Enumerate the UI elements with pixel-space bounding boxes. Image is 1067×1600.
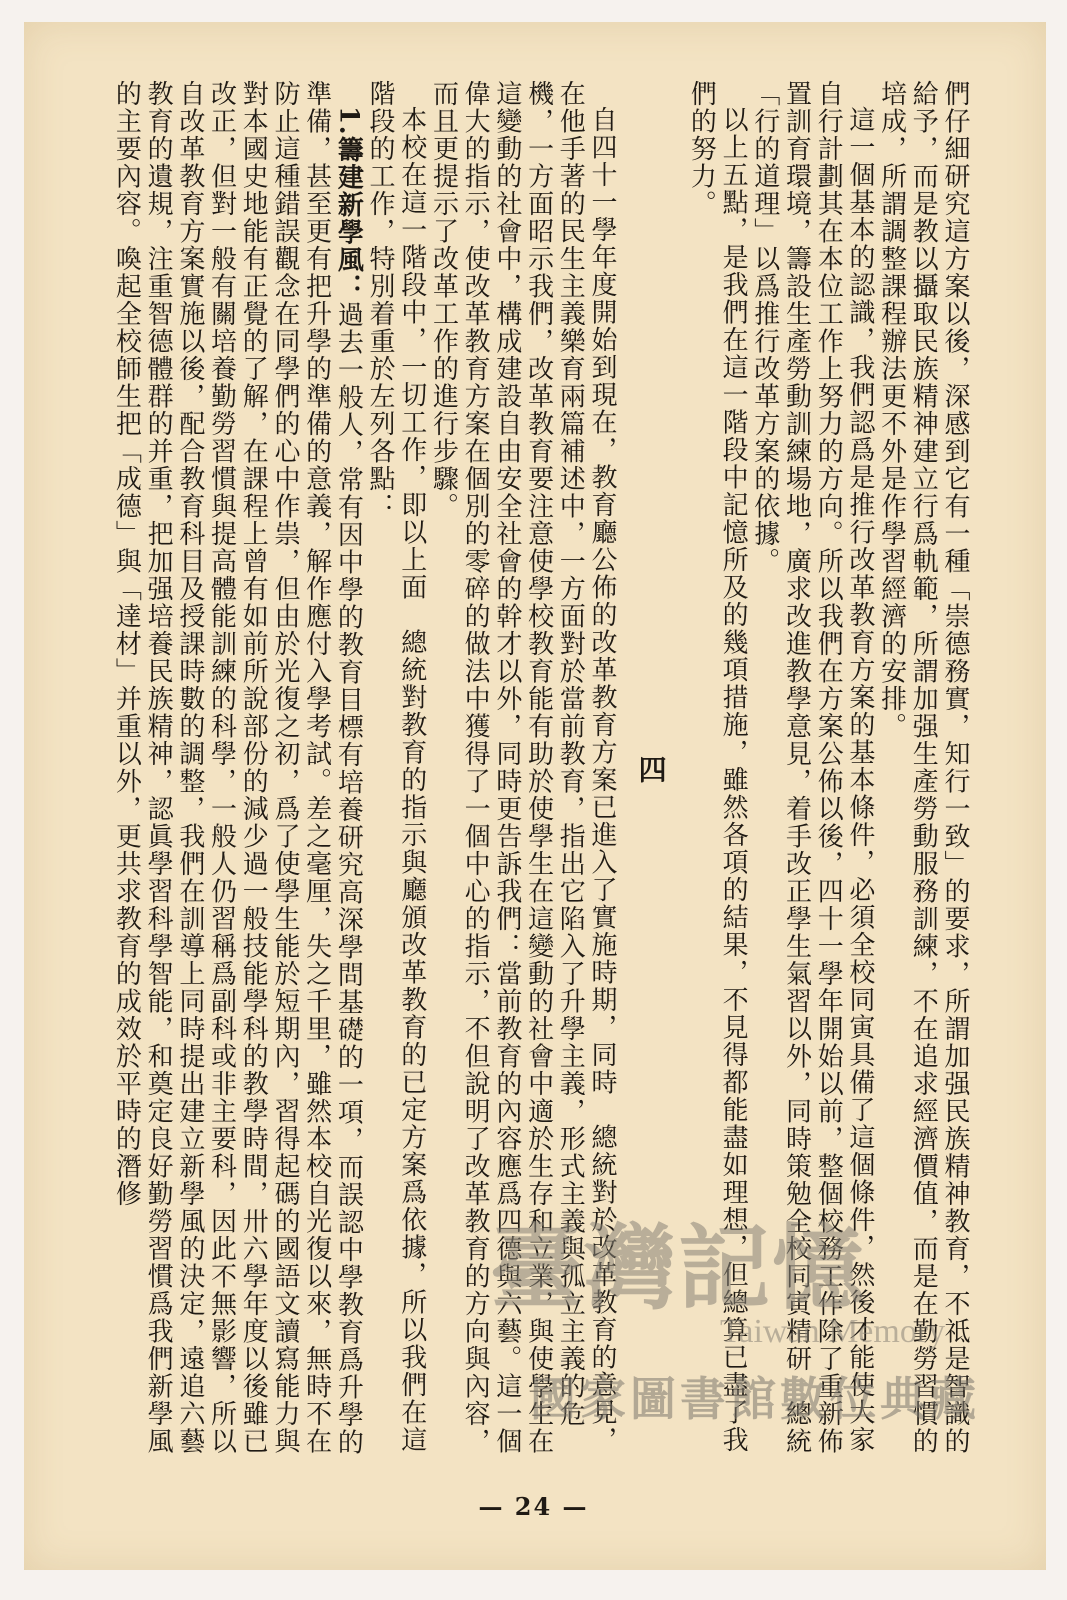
article-body	[90, 80, 970, 1460]
page-number: — 24 —	[478, 1492, 589, 1521]
subsection-heading: 1.籌建新學風：	[333, 106, 364, 302]
subsection-paragraph	[110, 80, 364, 1460]
watermark-org-text: 國家圖書館數位典藏	[530, 1372, 980, 1426]
paragraph-1: 們仔細研究這方案以後，深感到它有一種「崇德務實，知行一致」的要求，所謂加强民族精神教育，不祗是智識的給予，而是教以攝取民族精神建立行爲軌範，所謂加强生產勞動服務訓練，不在追求經濟價值，而是在勤勞習慣的培成，所謂調整課程辦法更不外是作學習經濟的安排。	[876, 80, 970, 1455]
paragraph-4: 自四十一學年度開始到現在，教育廳公佈的改革教育方案已進入了實施時期，同時 總統對於改革教育的意見，在他手著的民生主義樂育兩篇補述中，一方面對於當前教育，指出它陷入了升學主義，形式主義與孤立主義的危機，一方面昭示我們，改革教育要注意使學校教育能有助於使學生在這變動的社會中適於生存和立業，與使學生在這變動的社會中，構成建設自由安全社會的幹才以外，同時更告訴我們：當前教育的內容應爲四德與六藝。這一個偉大的指示，使改革教育方案在個別的零碎的做法中獲得了一個中心的指示，不但說明了改革教育的方向與內容，而且更提示了改革工作的進行步驟。	[428, 80, 617, 1455]
watermark-latin-text: Taiwan Memory	[720, 1313, 946, 1350]
subsection-text: 過去一般人，常有因中學的教育目標有培養研究高深學問基礎的一項，而誤認中學教育爲升學的準備，甚至更有把升學的準備的意義，解作應付入學考試。差之毫厘，失之千里，雖然本校自光復以來，無時不在防止這種錯誤觀念在同學們的心中作祟，但由於光復之初，爲了使學生能於短期內，習得起碼的國語文讀寫能力與對本國史地能有正覺的了解，在課程上曾有如前所說部份的減少過一般技能學科的教學時間，卅六學年度以後雖已改正，但對一般有關培養勤勞習慣與提高體能訓練的科學，一般人仍習稱爲副科或非主要科，因此不無影響，所以自改革教育方案實施以後，配合教育科目及授課時數的調整，我們在訓導上同時提出建立新學風的決定，遠追六藝教育的遺規，注重智德體群的并重，把加强培養民族精神，認眞學習科學智能，和奠定良好勤勞習慣爲我們新學風的主要內容。喚起全校師生把「成德」與「達材」并重以外，更共求教育的成效於平時的潛修	[111, 80, 364, 1457]
paragraph-5: 本校在這一階段中，一切工作，即以上面 總統對教育的指示與廳頒改革教育的已定方案爲依據，所以我們在這階段的工作，特別着重於左列各點：	[365, 80, 427, 1454]
paragraph-2: 這一個基本的認識，我們認爲是推行改革教育方案的基本條件，必須全校同寅具備了這個條件，然後才能使大家自行計劃其在本位工作上努力的方向。所以我們在方案公佈以後，四十一學年開始以前，整個校務工作除了重新佈置訓育環境，籌設生產勞動訓練場地，廣求改進教學意見，着手改正學生氣習以外，同時策勉全校同寅精研 總統「行的道理」以爲推行改革方案的依據。	[749, 80, 875, 1455]
section-heading: 四	[634, 755, 668, 785]
watermark-brush-text: 臺灣記憶	[490, 1214, 867, 1322]
paragraph-3: 以上五點，是我們在這一階段中記憶所及的幾項措施，雖然各項的結果，不見得都能盡如理想，但總算已盡了我們的努力。	[686, 80, 749, 1454]
